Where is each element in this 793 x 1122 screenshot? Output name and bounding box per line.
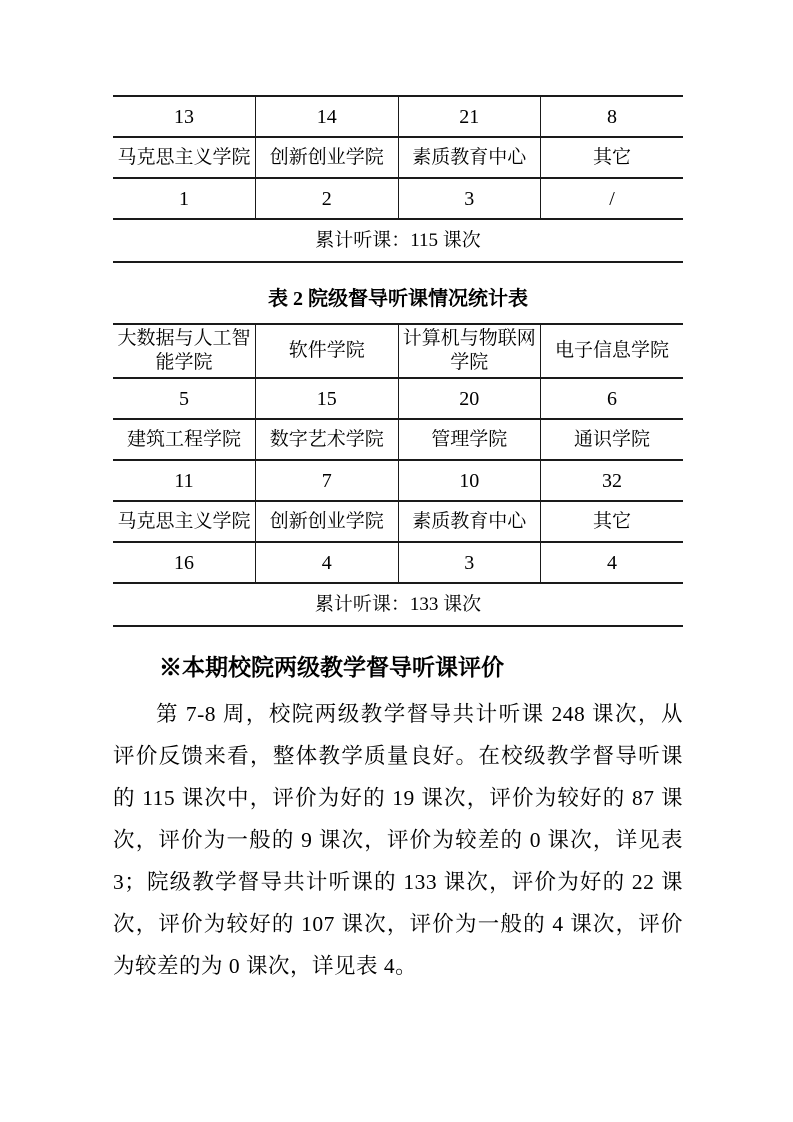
table-cell: 素质教育中心 [398,137,541,178]
table-cell: 4 [541,542,684,583]
table-footer-row [113,583,683,626]
table-cell: 建筑工程学院 [113,419,256,460]
table-cell: 数字艺术学院 [256,419,399,460]
table-cell: 5 [113,378,256,419]
table-footer-row [113,219,683,262]
table-cell: 素质教育中心 [398,501,541,542]
table-row [113,378,683,419]
table-cell: 2 [256,178,399,219]
table-row [113,460,683,501]
table-row [113,542,683,583]
table-cell: 4 [256,542,399,583]
table-cell: 14 [256,96,399,137]
page-content [113,95,683,1009]
table-cell: 15 [256,378,399,419]
table-cell: 32 [541,460,684,501]
table-row [113,501,683,542]
table-cell: 11 [113,460,256,501]
table-cell: 3 [398,178,541,219]
table-2-total: 累计听课：133 课次 [113,583,683,626]
table-row [113,137,683,178]
table-cell: 马克思主义学院 [113,137,256,178]
table-cell: 21 [398,96,541,137]
table-row [113,324,683,378]
table-cell: 6 [541,378,684,419]
table-cell: 马克思主义学院 [113,501,256,542]
table-cell: 管理学院 [398,419,541,460]
table-2-college-level-stats [113,323,683,627]
table-row [113,178,683,219]
table-cell: 电子信息学院 [541,324,684,378]
table-1-total: 累计听课：115 课次 [113,219,683,262]
table-cell: 大数据与人工智能学院 [113,324,256,378]
table-cell: 13 [113,96,256,137]
table-cell: 软件学院 [256,324,399,378]
table-row [113,419,683,460]
table-cell: 其它 [541,501,684,542]
table-cell: 创新创业学院 [256,501,399,542]
table-cell: 计算机与物联网学院 [398,324,541,378]
table-cell: 创新创业学院 [256,137,399,178]
table-cell: 8 [541,96,684,137]
table-cell: 3 [398,542,541,583]
table-2-title: 表 2 院级督导听课情况统计表 [268,288,528,310]
table-cell: 20 [398,378,541,419]
table-cell: 其它 [541,137,684,178]
table-cell: / [541,178,684,219]
table-cell: 16 [113,542,256,583]
section-heading-evaluation: ※本期校院两级教学督导听课评价 [159,655,504,680]
table-row [113,96,683,137]
table-cell: 10 [398,460,541,501]
evaluation-paragraph: 第 7-8 周，校院两级教学督导共计听课 248 课次，从评价反馈来看，整体教学质量良好。在校级教学督导听课的 115 课次中，评价为好的 19 课次，评价为较好的 87 课次，评价为一般的 9 课次，评价为较差的 0 课次，详见表 3；院级教学督导共计听课的 133 课次，评价为好的 22 课次，评价为较好的 107 课次，评价为一般的 4 课次，评价为较差的为 0 课次，详见表 4。 [113,702,683,978]
table-1-school-level-stats [113,95,683,263]
table-cell: 7 [256,460,399,501]
table-cell: 1 [113,178,256,219]
table-cell: 通识学院 [541,419,684,460]
